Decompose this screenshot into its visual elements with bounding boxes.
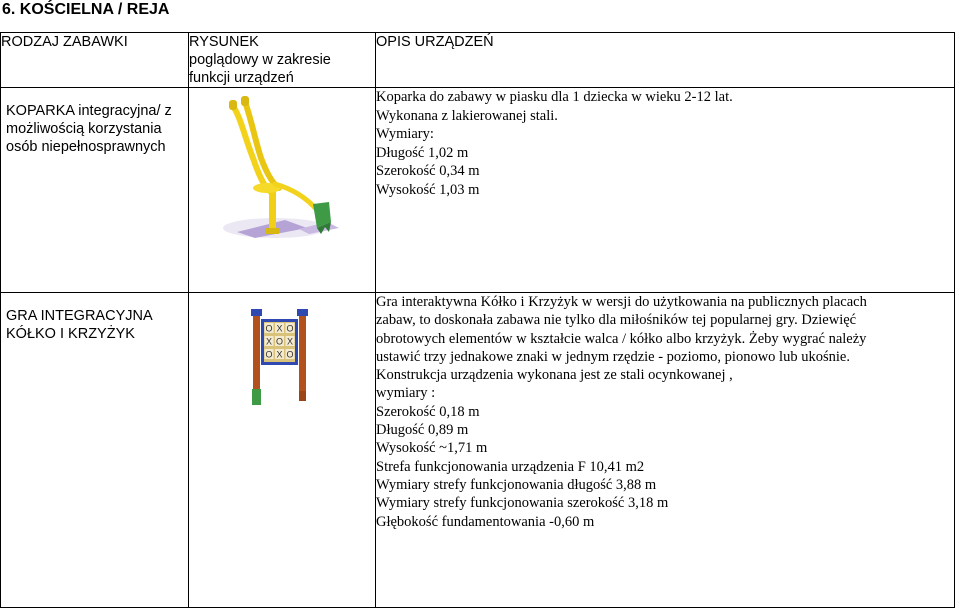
header-description [376, 33, 955, 88]
row2-name-line-1: GRA INTEGRACYJNA [6, 308, 153, 324]
top-cap-left [251, 309, 262, 316]
tictactoe-symbol: X [265, 336, 273, 347]
table-row [1, 293, 955, 608]
page-heading: 6. KOŚCIELNA / REJA [2, 1, 170, 18]
header-drawing-line-3: funkcji urządzeń [189, 70, 294, 86]
post-right-lower [299, 391, 306, 401]
row2-desc-line-12: Wymiary strefy funkcjonowania szerokość 3,18 m [376, 495, 669, 512]
post-right [299, 315, 306, 391]
top-cap-right [297, 309, 308, 316]
row2-desc-line-2: zabaw, to doskonała zabawa nie tylko dla miłośników tej popularnej gry. Dziewięć [376, 312, 857, 329]
tictactoe-symbol: X [286, 336, 294, 347]
row2-desc-line-8: Długość 0,89 m [376, 422, 469, 439]
row2-drawing [189, 293, 376, 608]
row1-desc-line-2: Wykonana z lakierowanej stali. [376, 107, 558, 124]
header-drawing-line-2: poglądowy w zakresie [189, 52, 331, 68]
header-description-label: OPIS URZĄDZEŃ [376, 34, 494, 50]
tictactoe-image [189, 293, 375, 413]
excavator-boom [275, 184, 317, 210]
header-drawing [189, 33, 376, 88]
row2-desc-line-1: Gra interaktywna Kółko i Krzyżyk w wersji do użytkowania na publicznych placach [376, 294, 867, 310]
row1-desc-line-4: Długość 1,02 m [376, 144, 469, 161]
row2-desc-line-5: Konstrukcja urządzenia wykonana jest ze stali ocynkowanej , [376, 367, 733, 384]
header-type [1, 33, 189, 88]
excavator-handle-grip-right [241, 96, 249, 106]
excavator-foot [265, 228, 279, 234]
row2-desc-line-11: Wymiary strefy funkcjonowania długość 3,88 m [376, 476, 657, 493]
table-header-row [1, 33, 955, 88]
tictactoe-symbol: O [286, 323, 294, 334]
tictactoe-symbol: O [286, 349, 294, 360]
row2-desc-line-9: Wysokość ~1,71 m [376, 440, 488, 457]
tictactoe-grid [265, 323, 295, 360]
excavator-image [189, 88, 375, 278]
row2-desc-line-4: ustawić trzy jednakowe znaki w jednym rzędzie - poziomo, pionowo lub ukośnie. [376, 348, 850, 365]
equipment-table [0, 32, 955, 608]
table-row [1, 88, 955, 293]
row1-name [1, 88, 189, 293]
row1-desc-line-6: Wysokość 1,03 m [376, 181, 480, 198]
row2-desc-line-3: obrotowych elementów w kształcie walca / kółko albo krzyżyk. Żeby wygrać należy [376, 330, 867, 347]
row2-desc-line-6: wymiary : [376, 385, 436, 402]
row1-desc-line-3: Wymiary: [376, 126, 434, 142]
tictactoe-symbol: X [276, 323, 283, 334]
tictactoe-symbol: O [265, 349, 273, 360]
row1-name-line-1: KOPARKA integracyjna/ z [6, 103, 172, 119]
tictactoe-symbol: X [276, 349, 283, 360]
row1-name-line-3: osób niepełnosprawnych [6, 139, 166, 155]
row2-description [376, 293, 955, 608]
row1-description [376, 88, 955, 293]
foot-left [252, 389, 261, 405]
tictactoe-symbol: O [275, 336, 284, 347]
row1-drawing [189, 88, 376, 293]
row2-name [1, 293, 189, 608]
header-type-label: RODZAJ ZABAWKI [1, 34, 128, 50]
row2-name-line-2: KÓŁKO I KRZYŻYK [6, 326, 135, 342]
excavator-handle-grip-left [229, 100, 237, 110]
row1-desc-line-5: Szerokość 0,34 m [376, 163, 480, 179]
row2-desc-line-13: Głębokość fundamentowania -0,60 m [376, 513, 595, 530]
header-drawing-line-1: RYSUNEK [189, 34, 259, 50]
row2-desc-line-7: Szerokość 0,18 m [376, 403, 480, 420]
row1-desc-line-1: Koparka do zabawy w piasku dla 1 dziecka w wieku 2-12 lat. [376, 89, 733, 105]
tictactoe-symbol: O [265, 323, 273, 334]
row2-desc-line-10: Strefa funkcjonowania urządzenia F 10,41 m2 [376, 458, 645, 475]
row1-name-line-2: możliwością korzystania [6, 121, 162, 137]
